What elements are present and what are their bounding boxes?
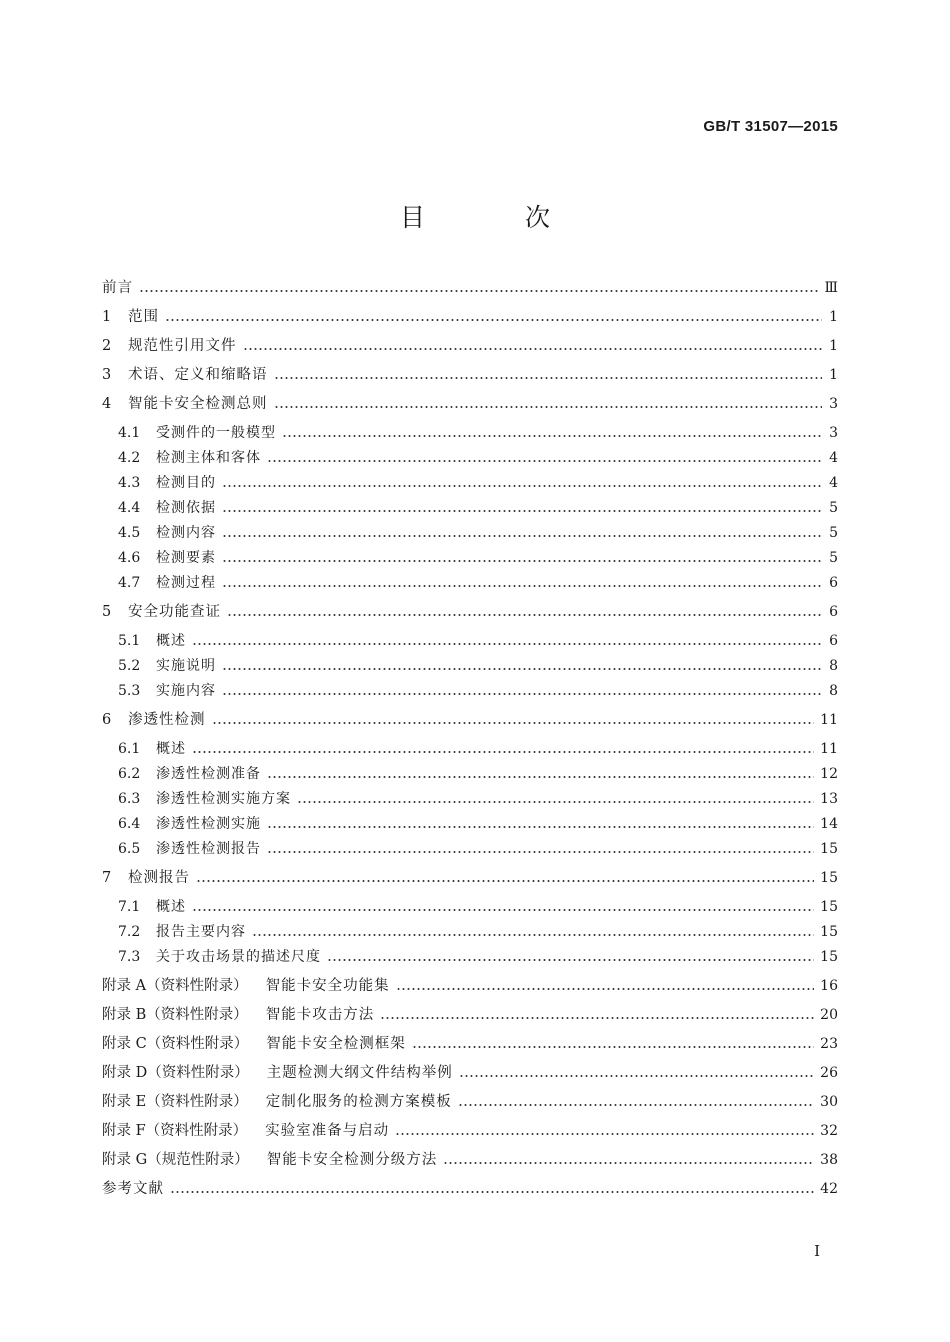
toc-entry-number: 附录 A（资料性附录）: [102, 978, 248, 994]
toc-entry: [102, 1119, 838, 1144]
toc-dot-leader: [222, 534, 822, 538]
toc-entry-page: 15: [820, 870, 838, 886]
toc-entry-page: 42: [820, 1181, 838, 1197]
toc-dot-leader: [222, 559, 822, 563]
toc-entry-label: 规范性引用文件: [128, 338, 237, 354]
toc-dot-leader: [227, 613, 822, 617]
standard-code: GB/T 31507—2015: [703, 118, 838, 135]
toc-entry: [102, 334, 838, 359]
toc-entry-page: 6: [829, 604, 838, 620]
toc-entry: [102, 762, 838, 787]
toc-entry-label: 检测要素: [156, 550, 216, 566]
toc-dot-leader: [222, 667, 822, 671]
toc-entry-number: 附录 C（资料性附录）: [102, 1036, 249, 1052]
toc-entry-number: 7: [102, 870, 112, 886]
toc-entry: [102, 737, 838, 762]
toc-entry-page: 13: [820, 791, 838, 807]
toc-entry-label: 检测主体和客体: [156, 450, 261, 466]
toc-entry-number: 附录 D（资料性附录）: [102, 1065, 249, 1081]
toc-entry-number: 6.2: [118, 766, 141, 782]
toc-entry-number: 7.1: [118, 899, 141, 915]
toc-entry: [102, 421, 838, 446]
toc-entry: [102, 837, 838, 862]
toc-entry-label: 实施内容: [156, 683, 216, 699]
toc-entry-page: 1: [829, 309, 838, 325]
toc-entry-page: 15: [820, 841, 838, 857]
toc-entry-page: 30: [820, 1094, 838, 1110]
toc-entry: [102, 496, 838, 521]
toc-dot-leader: [222, 484, 822, 488]
toc-entry-page: 6: [829, 575, 838, 591]
toc-entry-label: 渗透性检测报告: [156, 841, 261, 857]
toc-entry-number: 1: [102, 309, 112, 325]
toc-entry: [102, 866, 838, 891]
toc-entry-page: 5: [829, 525, 838, 541]
toc-dot-leader: [222, 692, 822, 696]
toc-entry-number: 7.3: [118, 949, 141, 965]
toc-entry: [102, 392, 838, 417]
toc-entry-page: 5: [829, 500, 838, 516]
toc-entry-label: 术语、定义和缩略语: [128, 367, 268, 383]
toc-dot-leader: [458, 1103, 814, 1107]
toc-entry-page: 38: [820, 1152, 838, 1168]
toc-entry: [102, 471, 838, 496]
toc-entry-number: 4.6: [118, 550, 141, 566]
toc-dot-leader: [395, 1132, 814, 1136]
toc-dot-leader: [274, 405, 823, 409]
toc-entry-label: 实施说明: [156, 658, 216, 674]
toc-entry-label: 报告主要内容: [156, 924, 246, 940]
toc-entry: [102, 654, 838, 679]
toc-entry-page: 23: [820, 1036, 838, 1052]
toc-entry-number: 附录 E（资料性附录）: [102, 1094, 248, 1110]
toc-entry-label: 智能卡安全检测分级方法: [266, 1152, 438, 1168]
toc-dot-leader: [459, 1074, 814, 1078]
toc-entry-number: 4.1: [118, 425, 141, 441]
toc-entry: [102, 1003, 838, 1028]
toc-entry-label: 概述: [156, 899, 186, 915]
toc-dot-leader: [267, 459, 822, 463]
toc-entry-number: 6.5: [118, 841, 141, 857]
toc-entry: [102, 363, 838, 388]
toc-entry-label: 受测件的一般模型: [156, 425, 276, 441]
toc-dot-leader: [165, 318, 822, 322]
toc-dot-leader: [274, 376, 823, 380]
toc-entry-number: 附录 G（规范性附录）: [102, 1152, 249, 1168]
toc-dot-leader: [412, 1045, 814, 1049]
toc-entry: [102, 600, 838, 625]
toc-entry-label: 主题检测大纲文件结构举例: [266, 1065, 453, 1081]
toc-dot-leader: [170, 1190, 814, 1194]
toc-entry: [102, 812, 838, 837]
toc-entry-page: 3: [829, 425, 838, 441]
toc-entry-label: 检测报告: [128, 870, 190, 886]
toc-dot-leader: [222, 509, 822, 513]
toc-dot-leader: [267, 850, 814, 854]
toc-entry-page: 12: [820, 766, 838, 782]
toc-entry-label: 渗透性检测: [128, 712, 206, 728]
toc-dot-leader: [192, 750, 814, 754]
toc-entry-page: 1: [829, 367, 838, 383]
toc-entry-number: 7.2: [118, 924, 141, 940]
toc-entry-page: 20: [820, 1007, 838, 1023]
toc-entry-number: 5: [102, 604, 112, 620]
toc-entry-page: 8: [829, 683, 838, 699]
toc-dot-leader: [192, 908, 814, 912]
toc-dot-leader: [267, 825, 814, 829]
toc-entry: [102, 1148, 838, 1173]
toc-dot-leader: [222, 584, 822, 588]
toc-entry-number: 4.7: [118, 575, 141, 591]
toc-entry-number: 6.3: [118, 791, 141, 807]
toc-entry-label: 定制化服务的检测方案模板: [265, 1094, 452, 1110]
toc-dot-leader: [443, 1161, 814, 1165]
toc-entry-number: 附录 B（资料性附录）: [102, 1007, 248, 1023]
toc-dot-leader: [192, 642, 822, 646]
toc-entry-number: 6: [102, 712, 112, 728]
toc-entry-label: 概述: [156, 633, 186, 649]
toc-entry-label: 智能卡攻击方法: [265, 1007, 375, 1023]
toc-entry-page: 26: [820, 1065, 838, 1081]
toc-entry: [102, 895, 838, 920]
toc-entry-page: 4: [829, 450, 838, 466]
toc-entry-page: Ⅲ: [824, 280, 838, 296]
toc-entry-page: 3: [829, 396, 838, 412]
toc-entry-label: 渗透性检测准备: [156, 766, 261, 782]
toc-entry-number: 附录 F（资料性附录）: [102, 1123, 248, 1139]
toc-dot-leader: [252, 933, 814, 937]
toc-entry-label: 概述: [156, 741, 186, 757]
toc-entry: [102, 945, 838, 970]
toc-entry-label: 智能卡安全检测框架: [266, 1036, 406, 1052]
toc-entry-label: 实验室准备与启动: [265, 1123, 390, 1139]
toc-entry: [102, 305, 838, 330]
toc-entry-page: 5: [829, 550, 838, 566]
toc-entry-page: 4: [829, 475, 838, 491]
toc-entry-label: 前言: [102, 280, 133, 296]
toc-entry-page: 8: [829, 658, 838, 674]
toc-entry: [102, 276, 838, 301]
page-number: I: [814, 1242, 820, 1260]
toc-entry-label: 检测目的: [156, 475, 216, 491]
toc-entry: [102, 1061, 838, 1086]
toc-entry-label: 检测内容: [156, 525, 216, 541]
toc-entry-label: 检测过程: [156, 575, 216, 591]
toc-entry-number: 4: [102, 396, 112, 412]
toc-dot-leader: [396, 987, 815, 991]
toc-entry-number: 4.5: [118, 525, 141, 541]
toc-entry-number: 5.1: [118, 633, 141, 649]
toc-entry: [102, 571, 838, 596]
toc-title: 目 次: [400, 203, 596, 232]
toc-entry-number: 5.2: [118, 658, 141, 674]
toc-entry: [102, 446, 838, 471]
toc-entry-number: 5.3: [118, 683, 141, 699]
toc-entry: [102, 521, 838, 546]
toc-entry-number: 6.1: [118, 741, 141, 757]
toc-entry-page: 11: [820, 712, 838, 728]
toc-entry-number: 4.2: [118, 450, 141, 466]
toc-entry: [102, 546, 838, 571]
toc-dot-leader: [212, 721, 815, 725]
toc-dot-leader: [196, 879, 814, 883]
toc-entry-label: 范围: [128, 309, 159, 325]
toc-entry: [102, 1177, 838, 1202]
toc-entry-label: 检测依据: [156, 500, 216, 516]
toc-entry-page: 15: [820, 949, 838, 965]
toc-entry-number: 4.3: [118, 475, 141, 491]
toc-entry-page: 32: [820, 1123, 838, 1139]
toc-entry-label: 渗透性检测实施: [156, 816, 261, 832]
toc-entry: [102, 920, 838, 945]
toc-entry-page: 6: [829, 633, 838, 649]
toc-entry: [102, 974, 838, 999]
toc-entry: [102, 787, 838, 812]
toc-dot-leader: [243, 347, 823, 351]
toc-entry-number: 3: [102, 367, 112, 383]
toc-entry-page: 11: [820, 741, 838, 757]
toc-entry-label: 智能卡安全检测总则: [128, 396, 268, 412]
toc-entry-page: 15: [820, 899, 838, 915]
toc-entry-page: 14: [820, 816, 838, 832]
toc-entry: [102, 708, 838, 733]
toc-entry-number: 2: [102, 338, 112, 354]
toc-entry: [102, 679, 838, 704]
toc-dot-leader: [282, 434, 822, 438]
toc-entry: [102, 629, 838, 654]
toc-dot-leader: [297, 800, 814, 804]
toc-entry-label: 渗透性检测实施方案: [156, 791, 291, 807]
toc-entry-label: 参考文献: [102, 1181, 164, 1197]
toc-dot-leader: [380, 1016, 814, 1020]
toc-entry-page: 16: [820, 978, 838, 994]
toc-entry: [102, 1032, 838, 1057]
toc-entry: [102, 1090, 838, 1115]
toc-entry-label: 智能卡安全功能集: [265, 978, 390, 994]
toc-entry-page: 1: [829, 338, 838, 354]
toc-entry-page: 15: [820, 924, 838, 940]
toc-entry-number: 4.4: [118, 500, 141, 516]
toc-dot-leader: [327, 958, 814, 962]
toc-dot-leader: [139, 289, 818, 293]
toc-entry-label: 安全功能查证: [128, 604, 221, 620]
toc-dot-leader: [267, 775, 814, 779]
toc-entry-label: 关于攻击场景的描述尺度: [156, 949, 321, 965]
toc-entry-number: 6.4: [118, 816, 141, 832]
